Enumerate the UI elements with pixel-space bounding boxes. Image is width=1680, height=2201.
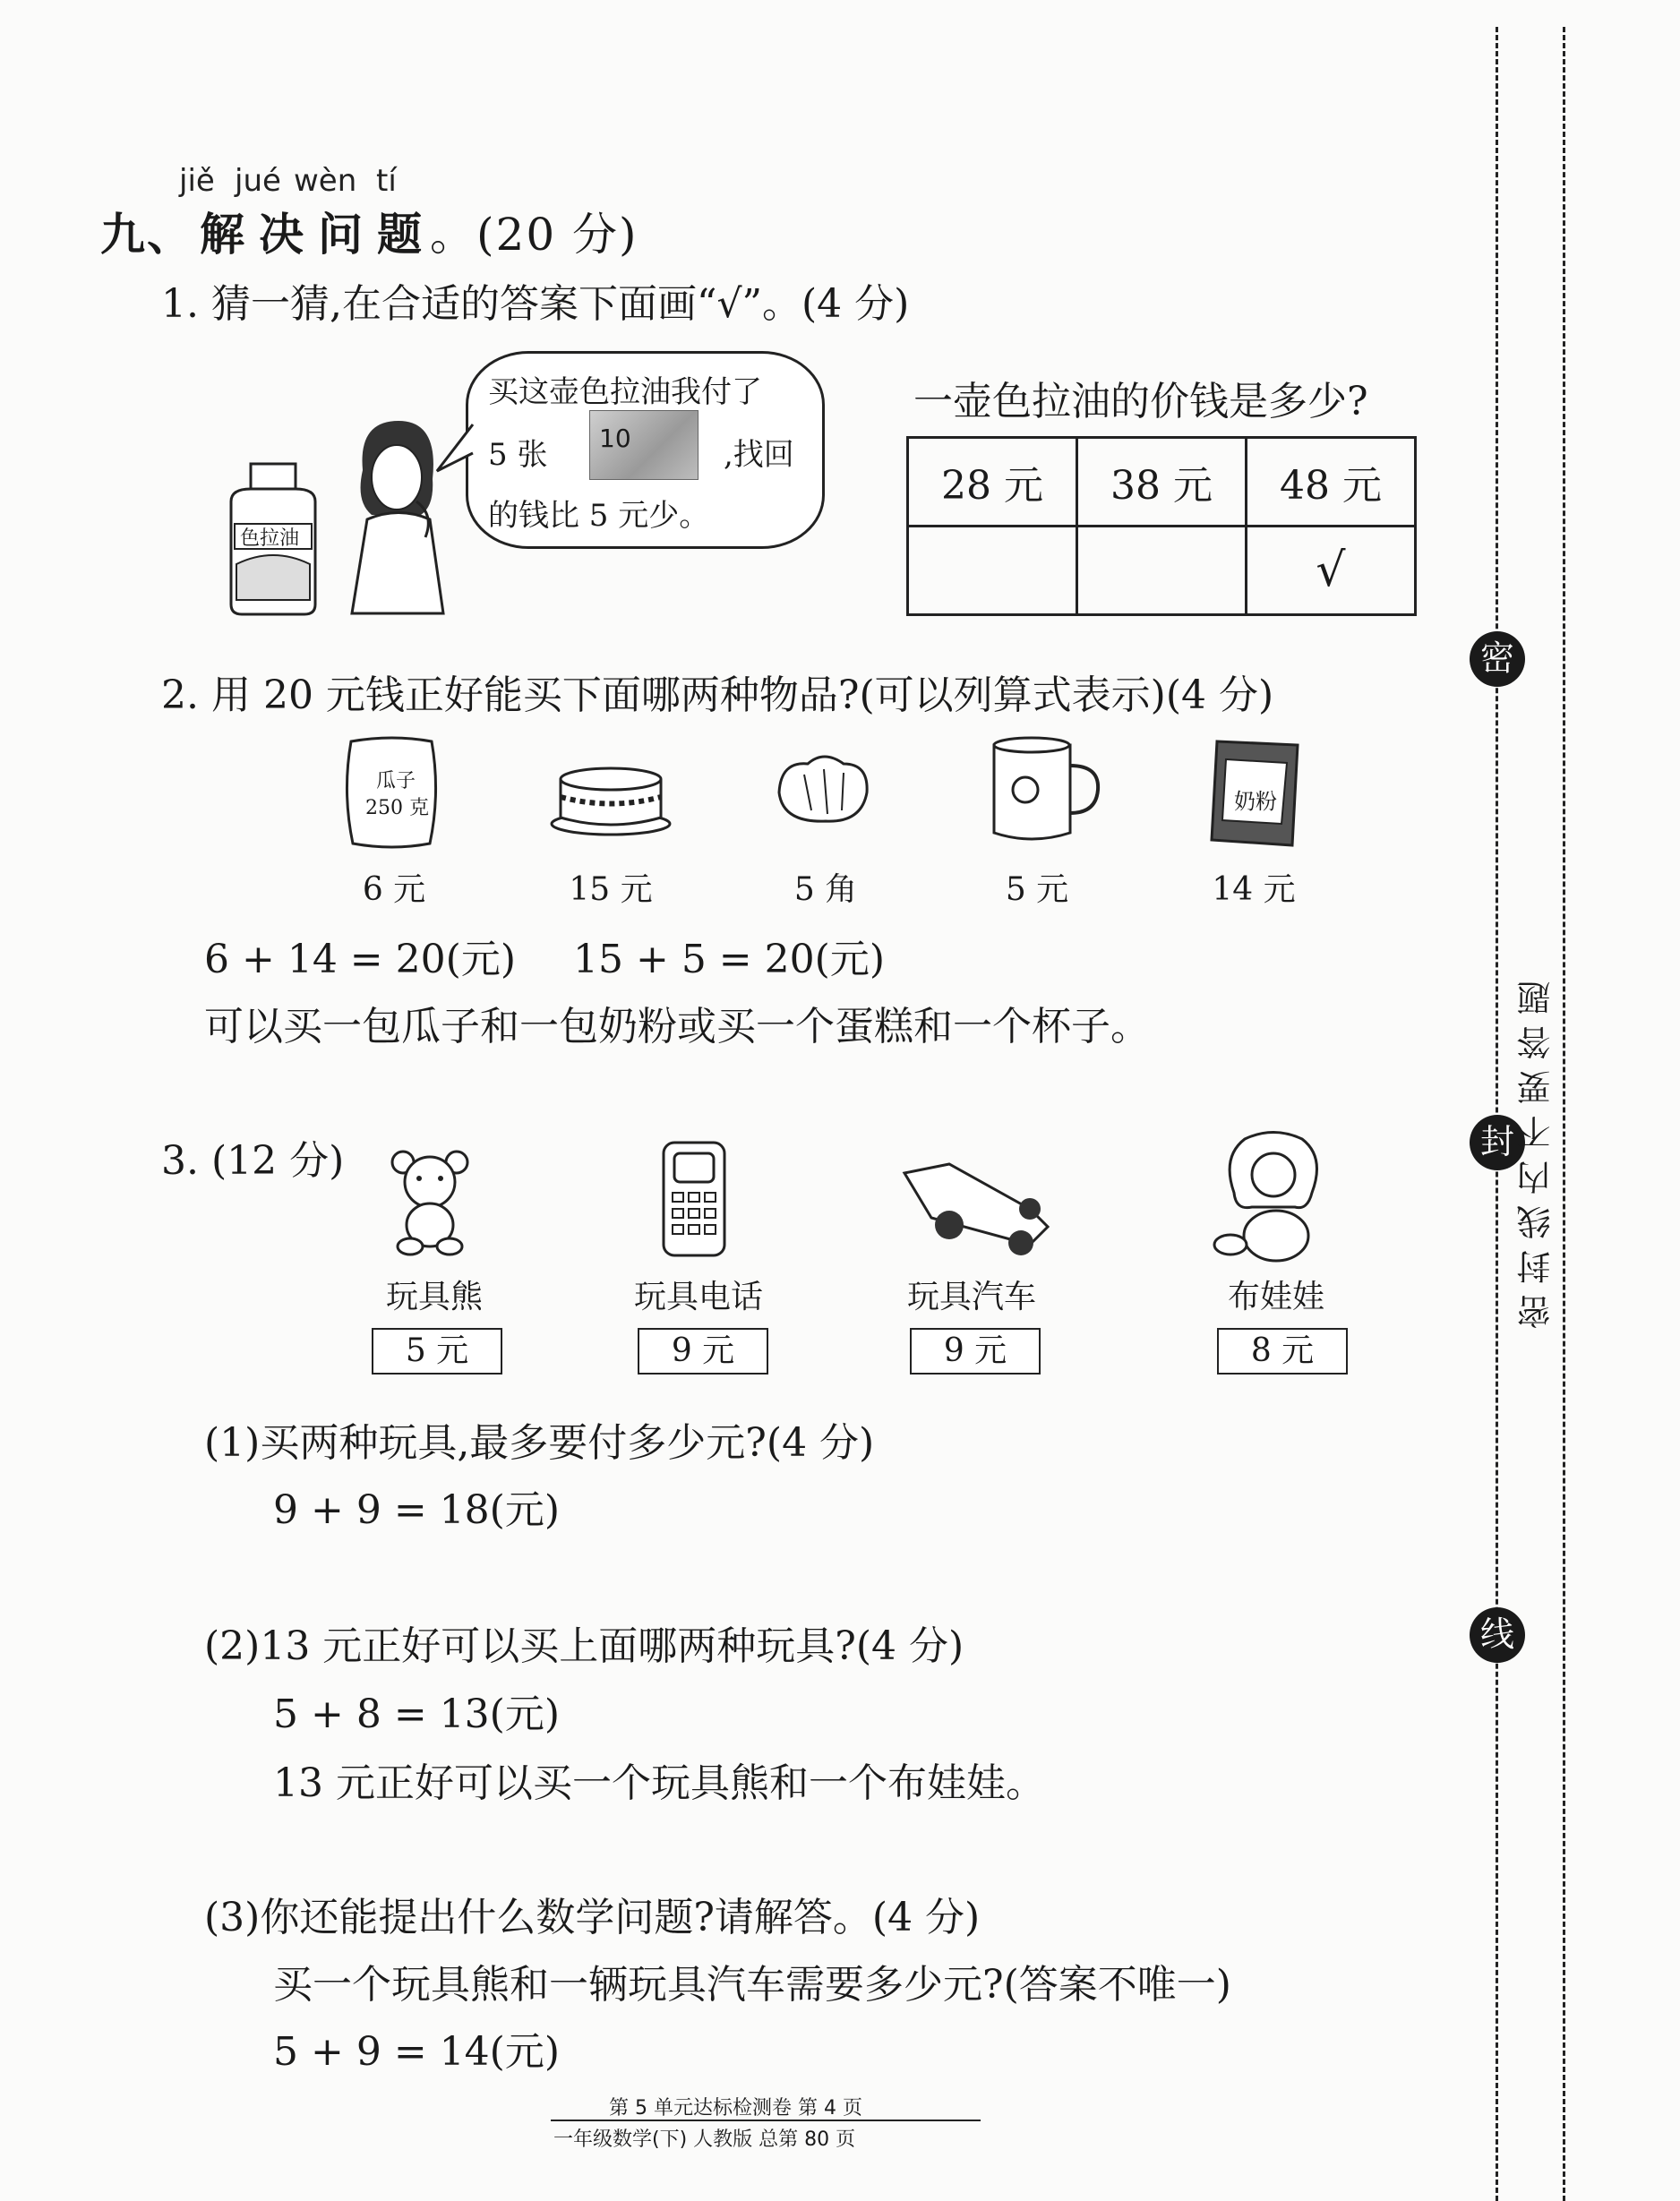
toy-name-doll: 布娃娃: [1227, 1279, 1324, 1315]
footer-divider: [551, 2120, 981, 2121]
seal-circle-mi: 密: [1470, 631, 1525, 687]
price-cake: 15 元: [569, 871, 653, 908]
milk-bag-label: 奶粉: [1234, 789, 1277, 814]
toy-car-icon: [896, 1155, 1057, 1258]
seal-dashed-line-right: [1563, 27, 1565, 2201]
q1-question: 一壶色拉油的价钱是多少?: [913, 379, 1368, 424]
footer-line-2: 一年级数学(下) 人教版 总第 80 页: [553, 2128, 856, 2151]
q1-prompt: 1. 猜一猜,在合适的答案下面画“√”。(4 分): [161, 281, 910, 327]
title-char-2: 决: [259, 208, 305, 261]
option-38: 38 元: [1077, 438, 1247, 527]
section-number: 九、: [100, 208, 193, 261]
bottle-label: 色拉油: [240, 527, 300, 550]
q3-prompt: 3. (12 分): [161, 1138, 345, 1184]
title-char-4: 题: [377, 208, 424, 261]
price-seeds: 6 元: [362, 871, 426, 908]
bread-icon: [772, 748, 875, 828]
bubble-5-zhang: 5 张: [488, 437, 548, 473]
bubble-line-1: 买这壶色拉油我付了: [488, 374, 762, 410]
q3-sub1-answer: 9 + 9 = 18(元): [273, 1487, 560, 1533]
seeds-bag-line1: 瓜子: [376, 770, 416, 792]
banknote-value: 10: [599, 424, 631, 453]
seeds-bag-line2: 250 克: [365, 797, 429, 819]
toy-name-bear: 玩具熊: [385, 1279, 483, 1315]
mark-cell-38[interactable]: [1077, 527, 1247, 615]
section-points: 。(20 分): [430, 209, 639, 261]
banknote-image: [589, 410, 699, 480]
seal-dashed-line-left: [1496, 27, 1498, 2201]
bubble-line-3: 的钱比 5 元少。: [488, 498, 710, 534]
toy-name-phone: 玩具电话: [633, 1279, 763, 1315]
price-options-table: [906, 436, 1417, 616]
toy-phone-icon: [658, 1139, 730, 1260]
q2-equation-1: 6 + 14 = 20(元): [204, 937, 516, 982]
cup-icon: [985, 734, 1106, 846]
section-title: [100, 199, 639, 263]
price-cup: 5 元: [1005, 871, 1069, 908]
seal-circle-feng: 封: [1470, 1115, 1525, 1170]
doll-icon: [1209, 1130, 1339, 1264]
title-char-3: 问: [318, 208, 364, 261]
pinyin-jue: jué: [235, 163, 281, 199]
q3-sub3-answer-1: 买一个玩具熊和一辆玩具汽车需要多少元?(答案不唯一): [273, 1962, 1231, 2008]
toy-price-phone: 9 元: [638, 1328, 768, 1375]
q3-sub2-question: (2)13 元正好可以买上面哪两种玩具?(4 分): [204, 1623, 964, 1669]
mark-cell-28[interactable]: [908, 527, 1077, 615]
q3-sub2-answer-2: 13 元正好可以买一个玩具熊和一个布娃娃。: [273, 1760, 1045, 1806]
title-char-1: 解: [200, 208, 246, 261]
seal-notice: 密 封 线 内 不 要 答 题: [1517, 981, 1556, 1330]
q2-answer: 可以买一包瓜子和一包奶粉或买一个蛋糕和一个杯子。: [204, 1004, 1150, 1049]
q3-sub2-answer-1: 5 + 8 = 13(元): [273, 1691, 560, 1737]
cake-icon: [548, 757, 673, 837]
option-28: 28 元: [908, 438, 1077, 527]
speech-bubble-tail: [435, 421, 476, 475]
q2-equation-2: 15 + 5 = 20(元): [573, 937, 885, 982]
pinyin-jie: jiě: [179, 163, 215, 199]
option-48: 48 元: [1247, 438, 1416, 527]
pinyin-wen: wèn: [294, 163, 357, 199]
q2-prompt: 2. 用 20 元钱正好能买下面哪两种物品?(可以列算式表示)(4 分): [161, 672, 1274, 718]
toy-price-car: 9 元: [910, 1328, 1041, 1375]
toy-price-bear: 5 元: [372, 1328, 502, 1375]
q3-sub3-answer-2: 5 + 9 = 14(元): [273, 2029, 560, 2075]
footer-line-1: 第 5 单元达标检测卷 第 4 页: [609, 2097, 862, 2120]
teddy-bear-icon: [385, 1146, 475, 1258]
toy-price-doll: 8 元: [1217, 1328, 1348, 1375]
pinyin-ti: tí: [376, 163, 397, 199]
q3-sub1-question: (1)买两种玩具,最多要付多少元?(4 分): [204, 1420, 875, 1466]
price-bread: 5 角: [793, 871, 858, 908]
toy-name-car: 玩具汽车: [906, 1279, 1036, 1315]
mark-cell-48[interactable]: √: [1247, 527, 1416, 615]
bubble-zhaohui: ,找回: [724, 437, 794, 473]
q3-sub3-question: (3)你还能提出什么数学问题?请解答。(4 分): [204, 1895, 981, 1940]
seal-circle-xian: 线: [1470, 1607, 1525, 1663]
price-milk: 14 元: [1212, 871, 1296, 908]
